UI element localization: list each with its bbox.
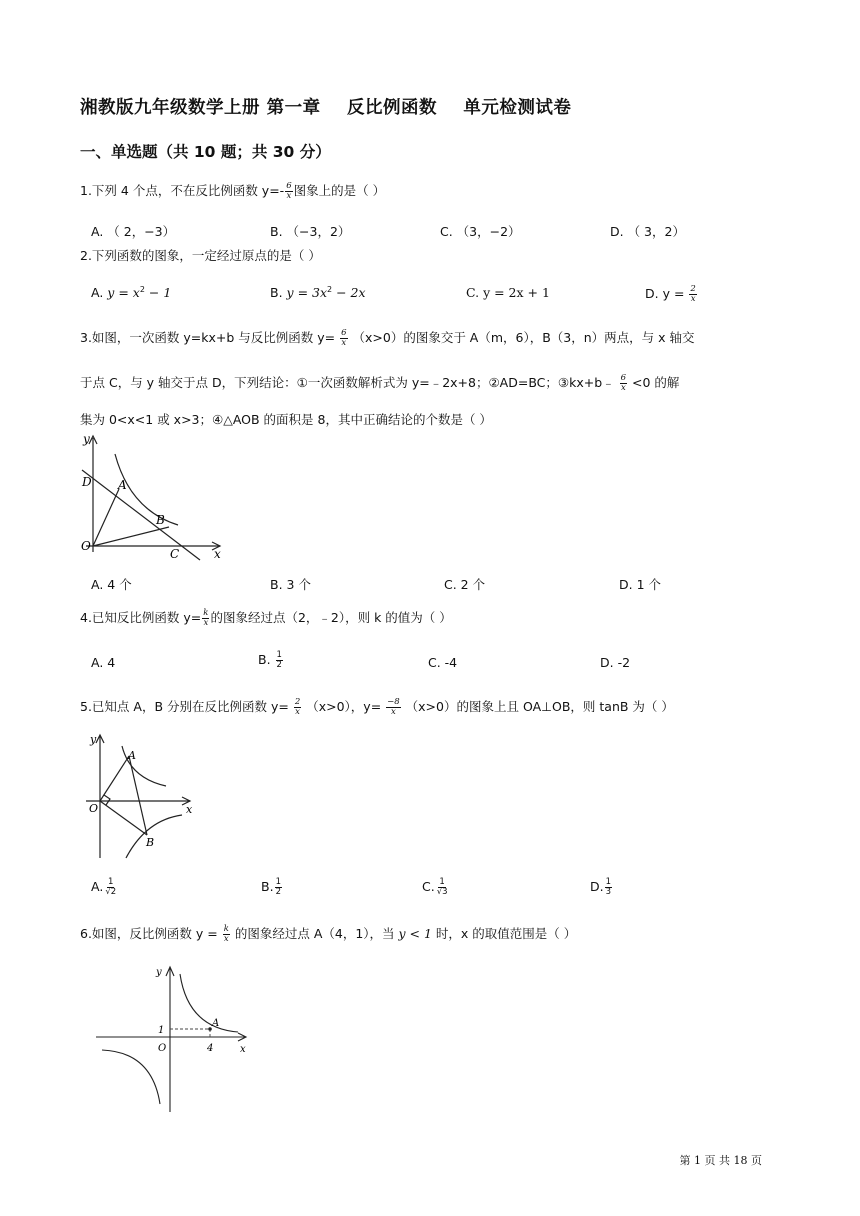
q3-l1-pre: 3.如图，一次函数 y=kx+b 与反比例函数 y=: [80, 330, 340, 345]
q3-label-b: B: [156, 513, 165, 527]
q6-label-1: 1: [158, 1025, 165, 1036]
q6-fraction: [223, 925, 230, 944]
q3-option-b: B. 3 个: [270, 577, 311, 592]
question-4-stem: [80, 609, 452, 628]
q4-text-pre: 4.已知反比例函数 y=: [80, 610, 202, 625]
q2-option-b: [270, 285, 366, 300]
q3-l2-fraction: [620, 374, 627, 393]
q6-figure: [88, 962, 258, 1118]
q2-d-fraction: [689, 285, 696, 304]
q2-a-eq: = x: [114, 285, 140, 301]
q1-option-b: B. （−3，2）: [270, 224, 351, 239]
q1-text-post: 图象上的是（ ）: [293, 183, 386, 198]
q6-condition: y < 1: [398, 926, 432, 941]
q6-label-o: O: [158, 1043, 167, 1054]
q5-segment-oa: [100, 756, 129, 801]
q1-frac-num: 6: [286, 181, 292, 191]
q5-a-den: √2: [105, 887, 117, 897]
q4-b-label: B.: [258, 652, 275, 667]
q3-l2-num: 6: [620, 373, 627, 383]
question-3-line-3: 集为 0<x<1 或 x>3；④△AOB 的面积是 8，其中正确结论的个数是（ ）: [80, 412, 492, 427]
question-3-line-1: [80, 329, 695, 348]
q1-fraction: [285, 182, 292, 201]
q5-c-num: 1: [439, 877, 445, 887]
q4-option-d: D. -2: [600, 655, 631, 670]
q5-right-angle-mark: [104, 795, 110, 805]
q3-figure: [78, 430, 238, 565]
q5-b-den: 2: [275, 887, 281, 897]
q4-option-a: A. 4: [91, 655, 116, 670]
q2-a-exp: 2: [139, 285, 145, 294]
q1-text-pre: 1.下列 4 个点，不在反比例函数 y=-: [80, 183, 285, 198]
document-title: 湘教版九年级数学上册 第一章 反比例函数 单元检测试卷: [80, 98, 572, 118]
q5-f2-num: −8: [387, 697, 400, 707]
section-heading: 一、单选题（共 10 题；共 30 分）: [80, 143, 331, 161]
q5-f1-num: 2: [294, 697, 301, 707]
q4-frac-den: x: [203, 618, 209, 628]
q5-option-b: [261, 878, 283, 897]
q3-segment-oa: [93, 489, 119, 546]
q5-option-c: [422, 878, 450, 897]
q4-frac-num: k: [203, 608, 209, 618]
q5-f2-den: x: [391, 707, 396, 717]
q5-a-fraction: [104, 878, 117, 897]
q5-d-fraction: [605, 878, 612, 897]
q6-text-mid: 的图象经过点 A（4，1），当: [230, 926, 399, 941]
q6-hyperbola-q1: [180, 974, 238, 1032]
q5-c-fraction: [436, 878, 449, 897]
q5-c-den: √3: [436, 887, 448, 897]
q6-label-x: x: [240, 1044, 246, 1055]
q2-a-label: A.: [91, 285, 108, 301]
q5-d-den: 3: [605, 887, 612, 897]
q6-frac-den: x: [223, 934, 229, 944]
q4-b-den: 2: [276, 660, 282, 670]
q1-option-a: A. （ 2，−3）: [91, 224, 176, 239]
q5-label-a: A: [128, 749, 136, 762]
q2-option-a: [91, 285, 171, 300]
q5-option-a: [91, 878, 118, 897]
question-3-line-2: [80, 374, 679, 393]
q5-label-y: y: [90, 733, 97, 746]
question-1-stem: [80, 182, 385, 201]
q3-label-y: y: [83, 432, 90, 446]
q5-fraction-2: [386, 698, 401, 717]
page-number: 第 1 页 共 18 页: [679, 1154, 762, 1167]
question-5-stem: [80, 698, 674, 717]
q4-fraction: [202, 609, 209, 628]
q2-option-c: C. y = 2x + 1: [466, 285, 550, 300]
q5-f1-den: x: [295, 707, 300, 717]
question-2-stem: 2.下列函数的图象，一定经过原点的是（ ）: [80, 248, 321, 263]
q3-option-a: A. 4 个: [91, 577, 132, 592]
q5-a-num: 1: [108, 877, 114, 887]
q5-b-label: B.: [261, 879, 274, 894]
q3-l1-fraction: [340, 329, 347, 348]
q2-b-post: − 2x: [332, 285, 366, 301]
q1-frac-den: x: [286, 191, 292, 201]
q5-a-label: A.: [91, 879, 104, 894]
q3-label-d: D: [82, 475, 92, 489]
q5-label-o: O: [89, 802, 99, 815]
q6-frac-num: k: [223, 924, 229, 934]
q2-a-post: − 1: [144, 285, 172, 301]
q4-b-fraction: [276, 651, 283, 670]
q6-text-post: 时，x 的取值范围是（ ）: [431, 926, 577, 941]
q3-l1-den: x: [341, 338, 347, 348]
q2-d-num: 2: [690, 284, 696, 294]
q3-segment-ob: [93, 527, 169, 546]
q2-b-label: B.: [270, 285, 287, 301]
q6-text-pre: 6.如图，反比例函数 y =: [80, 926, 222, 941]
q2-a-y: y: [107, 285, 115, 301]
q3-label-a: A: [118, 478, 127, 492]
q6-hyperbola-q3: [102, 1050, 160, 1104]
q5-b-num: 1: [275, 877, 281, 887]
q6-label-y: y: [156, 967, 162, 978]
q3-option-c: C. 2 个: [444, 577, 486, 592]
q2-b-eq: = 3x: [293, 285, 328, 301]
q5-segment-ab: [129, 756, 147, 835]
q2-d-den: x: [690, 294, 696, 304]
q4-option-c: C. -4: [428, 655, 458, 670]
question-6-stem: [80, 925, 576, 944]
q5-d-label: D.: [590, 879, 604, 894]
q2-b-exp: 2: [327, 285, 333, 294]
q5-text-pre: 5.已知点 A，B 分别在反比例函数 y=: [80, 699, 293, 714]
q5-d-num: 1: [605, 877, 612, 887]
q5-text-post: （x>0）的图象上且 OA⊥OB，则 tanB 为（ ）: [401, 699, 674, 714]
q2-b-y: y: [286, 285, 294, 301]
q3-l2-post: <0 的解: [628, 375, 680, 390]
q5-label-x: x: [186, 803, 193, 816]
q3-label-o: O: [81, 539, 91, 553]
q3-label-c: C: [170, 547, 180, 561]
q2-option-d: [645, 285, 698, 304]
q3-l2-den: x: [620, 383, 626, 393]
q5-fraction-1: [294, 698, 301, 717]
q5-b-fraction: [275, 878, 282, 897]
q3-option-d: D. 1 个: [619, 577, 661, 592]
q3-l2-pre: 于点 C，与 y 轴交于点 D，下列结论：①一次函数解析式为 y=﹣2x+8；②AD=BC；③kx+b﹣: [80, 375, 619, 390]
q6-label-4: 4: [207, 1043, 214, 1054]
q1-option-d: D. （ 3，2）: [610, 224, 685, 239]
q5-c-label: C.: [422, 879, 435, 894]
q5-option-d: [590, 878, 613, 897]
q3-l1-num: 6: [341, 328, 347, 338]
q5-figure: [86, 728, 206, 864]
q5-label-b: B: [146, 836, 155, 849]
q4-text-post: 的图象经过点（2，﹣2），则 k 的值为（ ）: [210, 610, 452, 625]
q3-l1-post: （x>0）的图象交于 A（m，6），B（3，n）两点，与 x 轴交: [348, 330, 695, 345]
q1-option-c: C. （3，−2）: [440, 224, 521, 239]
q4-option-b: [258, 651, 284, 670]
q4-b-num: 1: [276, 650, 282, 660]
q2-d-label: D. y =: [645, 286, 689, 301]
q6-label-a: A: [212, 1018, 220, 1029]
q3-label-x: x: [214, 547, 221, 561]
q5-text-mid: （x>0），y=: [302, 699, 386, 714]
